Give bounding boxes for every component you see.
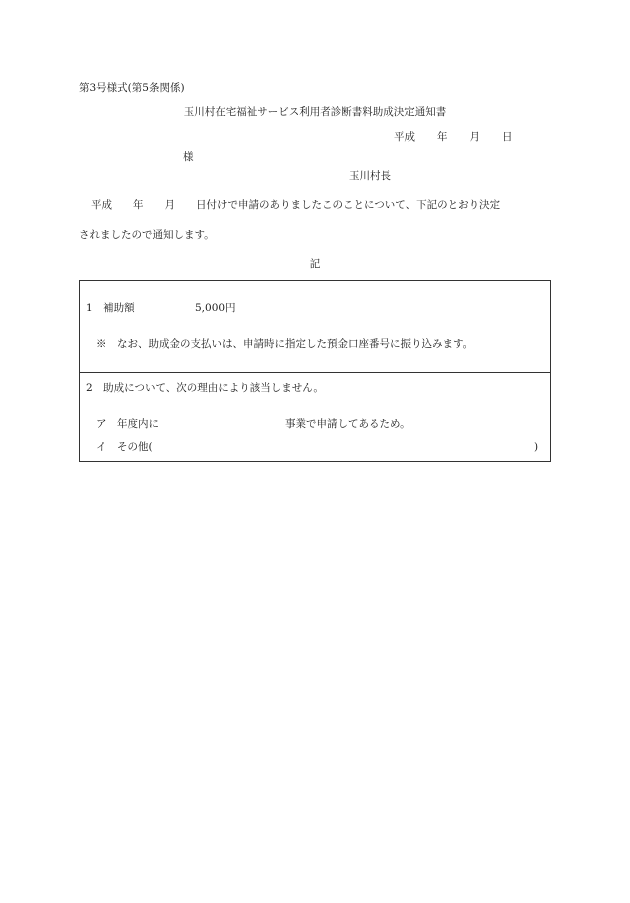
section2-label: 2 助成について、次の理由により該当しません。 (86, 382, 324, 394)
date-day: 日 (502, 131, 513, 143)
subsidy-amount: 5,000円 (195, 302, 236, 314)
body-text-line-1: 平成 年 月 日付けで申請のありましたこのことについて、下記のとおり決定 (91, 199, 501, 211)
date-year: 年 (437, 131, 448, 143)
section-divider (80, 372, 550, 373)
ki-heading: 記 (309, 258, 321, 270)
document-title: 玉川村在宅福祉サービス利用者診断書料助成決定通知書 (183, 106, 447, 118)
decision-box (79, 280, 551, 462)
payment-note: ※ なお、助成金の支払いは、申請時に指定した預金口座番号に振り込みます。 (96, 338, 474, 350)
reason-b-close-paren: ) (534, 441, 539, 453)
form-number: 第3号様式(第5条関係) (79, 82, 185, 94)
date-era: 平成 (394, 131, 415, 143)
section1-label: 1 補助額 (86, 302, 135, 314)
date-month: 月 (469, 131, 480, 143)
addressee-suffix: 様 (183, 151, 194, 163)
issuer-name: 玉川村長 (349, 170, 391, 182)
issue-date (394, 132, 513, 143)
reason-a-suffix: 事業で申請してあるため。 (285, 418, 411, 430)
reason-a-label: ア 年度内に (96, 418, 159, 430)
body-text-line-2: されましたので通知します。 (79, 229, 215, 241)
reason-b-label: イ その他( (96, 441, 153, 453)
